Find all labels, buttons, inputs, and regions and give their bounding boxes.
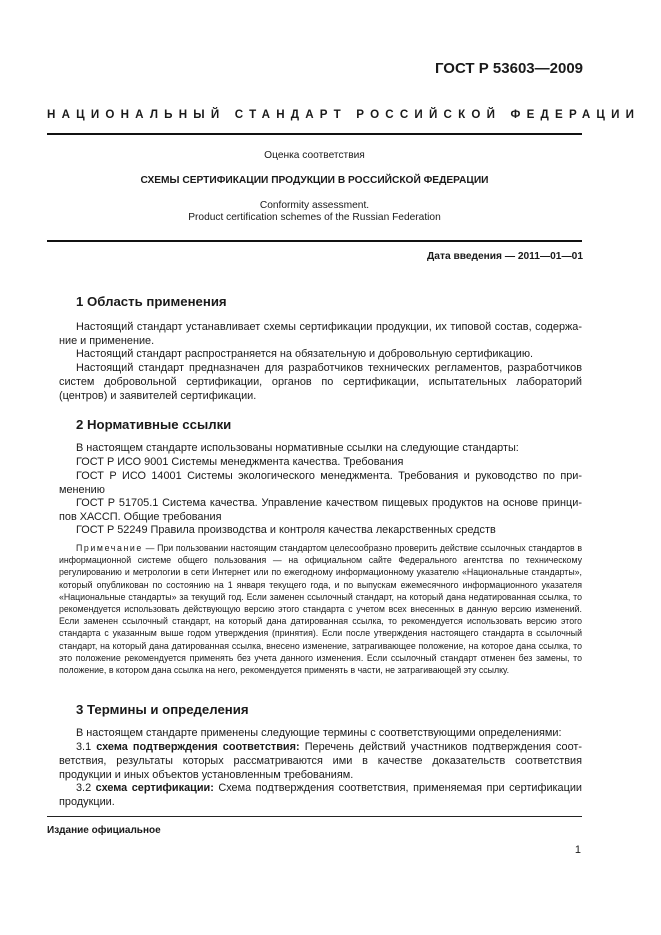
- normative-reference: ГОСТ Р 52249 Правила производства и контроля качества лекарственных средств: [76, 524, 496, 536]
- header-divider: [47, 133, 582, 135]
- standard-code: ГОСТ Р 53603—2009: [434, 60, 583, 77]
- page-number: 1: [574, 844, 581, 856]
- section-1-heading: 1 Область применения: [76, 294, 227, 309]
- section-3-intro: В настоящем стандарте применены следующие термины с соответствующими определениями:: [76, 727, 562, 739]
- official-edition-label: Издание официальное: [47, 825, 161, 836]
- section-2-heading: 2 Нормативные ссылки: [76, 417, 232, 432]
- introduction-date: Дата введения — 2011—01—01: [427, 251, 583, 262]
- term-number: 3.1: [76, 741, 97, 753]
- subject-line: Оценка соответствия: [264, 150, 365, 161]
- section-2-intro: В настоящем стандарте использованы нормативные ссылки на следующие стандарты:: [76, 442, 519, 454]
- national-standard-title: НАЦИОНАЛЬНЫЙ СТАНДАРТ РОССИЙСКОЙ ФЕДЕРАЦИИ: [47, 108, 641, 121]
- term-text: Перечень действий участников подтверждения соот-ветствия, результаты которых рассматриваются ими в качестве доказательств соответствия продукции и иных объектов установленным требованиям.: [59, 741, 582, 781]
- term-definition: [59, 782, 582, 810]
- section-1-paragraph-1: Настоящий стандарт устанавливает схемы сертификации продукции, их типовой состав, содержа-ние и применение.: [59, 321, 582, 347]
- term-number: 3.2: [76, 782, 96, 794]
- term-text: Схема подтверждения соответствия, применяемая при сертификации продукции.: [59, 782, 583, 808]
- english-title-line-2: Product certification schemes of the Russian Federation: [188, 212, 441, 223]
- section-1-paragraph-3: Настоящий стандарт предназначен для разработчиков технических регламентов, разработчиков систем добровольной сертификации, органов по сертификации, испытательных лабораторий (центров) и заявителей сертификации.: [59, 362, 582, 402]
- normative-reference: ГОСТ Р ИСО 14001 Системы экологического менеджмента. Требования и руководство по при-менению: [59, 470, 582, 496]
- term-definition: [59, 741, 582, 782]
- document-title: СХЕМЫ СЕРТИФИКАЦИИ ПРОДУКЦИИ В РОССИЙСКОЙ ФЕДЕРАЦИИ: [140, 175, 489, 186]
- section-2-note: [59, 542, 582, 676]
- term-name: схема подтверждения соответствия:: [96, 741, 300, 753]
- title-divider: [47, 240, 582, 242]
- normative-reference: ГОСТ Р ИСО 9001 Системы менеджмента качества. Требования: [76, 456, 404, 468]
- section-3-heading: 3 Термины и определения: [76, 702, 249, 717]
- footer-divider: [47, 816, 582, 817]
- section-1-paragraph-2: Настоящий стандарт распространяется на обязательную и добровольную сертификацию.: [76, 348, 534, 360]
- note-text: — При пользовании настоящим стандартом целесообразно проверить действие ссылочных стандартов в информационной системе общего пользования — на официальном сайте Федерального агентства по техническому регулированию и метрологии в сети Интернет или по ежегодному информационному указателю «Национальные стандарты», который опубликован по состоянию на 1 января текущего года, и по выпускам ежемесячного информационного указателя «Национальные стандарты» за текущий год. Если заменен ссылочный стандарт, на который дана недатированная ссылка, то рекомендуется использовать действующую версию этого стандарта с учетом всех внесенных в данную версию изменений. Если заменен ссылочный стандарт, на который дана датированная ссылка, то рекомендуется использовать версию этого стандарта с указанным выше годом утверждения (принятия). Если после утверждения настоящего стандарта в ссылочный стандарт, на который дана датированная ссылка, внесено изменение, затрагивающее положение, на которое дана ссылка, то это положение рекомендуется применять без учета данного изменения. Если ссылочный стандарт отменен без замены, то положение, в котором дана ссылка на него, рекомендуется применять в части, не затрагивающей эту ссылку.: [59, 543, 582, 676]
- term-name: схема сертификации:: [95, 782, 214, 794]
- english-title-line-1: Conformity assessment.: [259, 200, 370, 211]
- note-label: Примечание: [76, 543, 143, 553]
- normative-reference: ГОСТ Р 51705.1 Система качества. Управление качеством пищевых продуктов на основе принци-пов ХАССП. Общие требования: [59, 497, 582, 523]
